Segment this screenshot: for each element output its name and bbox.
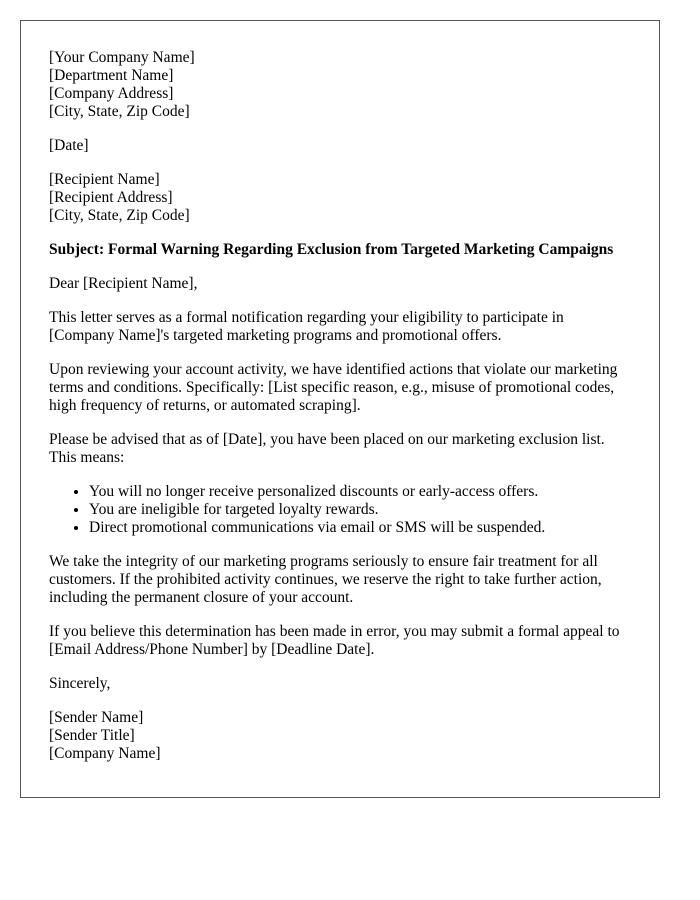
integrity-paragraph: We take the integrity of our marketing programs seriously to ensure fair treatment for all customers. If the prohibited activity continues, we reserve the right to take further action, including the permanent closure of your account. (49, 553, 602, 606)
list-item: • You will no longer receive personalized discounts or early-access offers. (89, 483, 631, 501)
recipient-address: [Recipient Address] (49, 189, 173, 206)
salutation: Dear [Recipient Name], (49, 275, 198, 292)
list-item: • You are ineligible for targeted loyalty rewards. (89, 501, 631, 519)
subject-line: Subject: Formal Warning Regarding Exclusion from Targeted Marketing Campaigns (49, 241, 614, 258)
violation-paragraph: Upon reviewing your account activity, we have identified actions that violate our marketing terms and conditions. Specifically: [List specific reason, e.g., misuse of promotional codes, high frequency of returns, or automated scraping]. (49, 361, 618, 414)
exclusion-paragraph: Please be advised that as of [Date], you have been placed on our marketing exclusion list. This means: (49, 431, 605, 466)
sender-title: [Sender Title] (49, 727, 135, 744)
sender-company-address: [Company Address] (49, 85, 174, 102)
recipient-name: [Recipient Name] (49, 171, 160, 188)
consequences-list (49, 483, 631, 537)
recipient-city-state-zip: [City, State, Zip Code] (49, 207, 190, 224)
appeal-paragraph: If you believe this determination has been made in error, you may submit a formal appeal to [Email Address/Phone Number] by [Deadline Date]. (49, 623, 620, 658)
recipient-address-block (49, 171, 631, 225)
sender-address-block (49, 49, 631, 121)
signature-block (49, 709, 631, 763)
sender-company-name: [Your Company Name] (49, 49, 195, 66)
sign-off: Sincerely, (49, 675, 111, 692)
signature-company-name: [Company Name] (49, 745, 161, 762)
letter-document (20, 20, 660, 798)
intro-paragraph: This letter serves as a formal notification regarding your eligibility to participate in [Company Name]'s targeted marketing programs and promotional offers. (49, 309, 564, 344)
list-item: • Direct promotional communications via email or SMS will be suspended. (89, 519, 631, 537)
sender-department-name: [Department Name] (49, 67, 174, 84)
letter-date: [Date] (49, 137, 89, 154)
sender-city-state-zip: [City, State, Zip Code] (49, 103, 190, 120)
sender-name: [Sender Name] (49, 709, 144, 726)
